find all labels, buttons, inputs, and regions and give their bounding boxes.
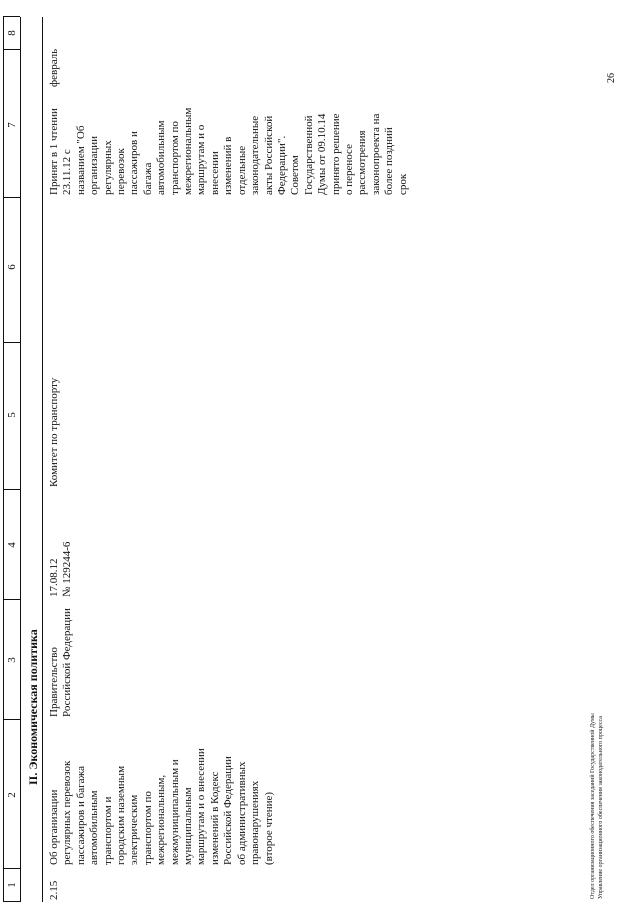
bill-status: Принят в 1 чтении 23.11.12 с названием "Об организации регулярных перевозок пассажиров и багажа автомобильным транспортом по межрегиональным маршрутам и о внесении изменений в отдельные законодательные акты Российской Федерации". Советом Государственной Думы от 09.10.14 принято решение о переносе рассмотрения законопроекта на более поздний срок <box>48 107 409 195</box>
header-row-border <box>20 17 21 902</box>
column-number: 5 <box>6 412 18 418</box>
section-row-border <box>42 17 43 902</box>
table-left-border <box>3 901 20 902</box>
column-divider <box>3 342 20 343</box>
column-number: 7 <box>6 122 18 128</box>
registration: 17.08.12 № 129244-6 <box>48 541 74 597</box>
table-right-border <box>3 16 20 17</box>
committee: Комитет по транспорту <box>48 377 60 487</box>
section-title: II. Экономическая политика <box>26 629 40 785</box>
column-number: 8 <box>6 30 18 36</box>
column-number: 4 <box>6 542 18 548</box>
column-divider <box>3 868 20 869</box>
footer-line: Управление организационного обеспечения законодательного процесса <box>597 716 604 899</box>
column-divider <box>3 719 20 720</box>
column-number: 1 <box>6 882 18 888</box>
column-divider <box>3 599 20 600</box>
column-divider <box>3 489 20 490</box>
page-footer <box>590 713 605 899</box>
column-number: 3 <box>6 657 18 663</box>
column-number: 2 <box>6 792 18 798</box>
footer-line: Отдел организационного обеспечения заседаний Государственной Думы <box>590 713 596 899</box>
page-number: 26 <box>606 73 617 83</box>
consideration-term: февраль <box>48 48 60 87</box>
bill-name: Об организации регулярных перевозок пассажиров и багажа автомобильным транспортом и городским наземным электрическим транспортом по межрегиональным, межмуниципальным и муниципальным маршрутам и о внесении изменений в Кодекс Российской Федерации об административных правонарушениях (второе чтение) <box>48 748 275 865</box>
column-divider <box>3 49 20 50</box>
table-top-border <box>3 17 4 902</box>
column-number: 6 <box>6 264 18 270</box>
row-number: 2.15 <box>48 880 60 900</box>
initiator: Правительство Российской Федерации <box>48 608 74 717</box>
column-divider <box>3 197 20 198</box>
